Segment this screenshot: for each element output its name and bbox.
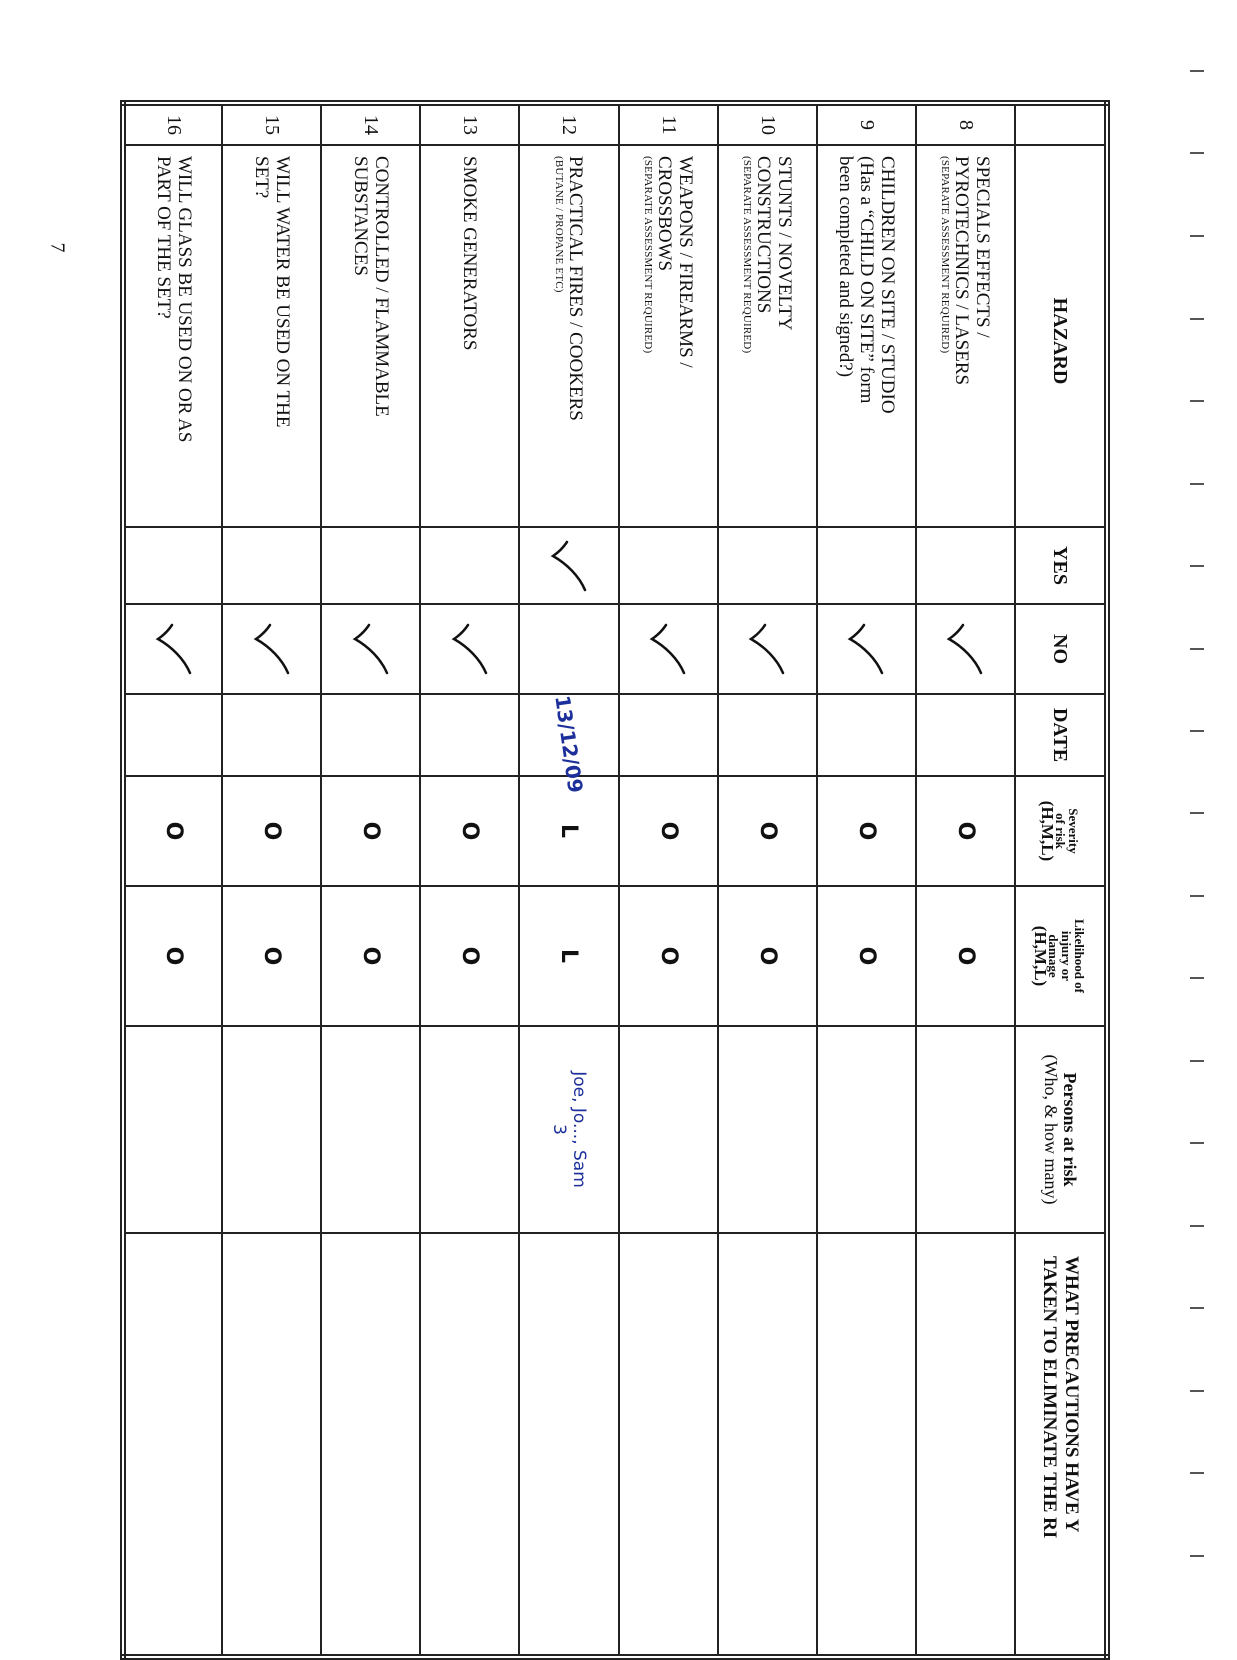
header-yes: YES: [1015, 527, 1107, 604]
persons-cell: [619, 1026, 718, 1233]
page-number: 7: [46, 242, 69, 253]
margin-mark: [1190, 565, 1204, 567]
date-value: 13/12/09: [550, 693, 588, 795]
hazard-line: CONTROLLED / FLAMMABLE: [370, 156, 392, 417]
yes-cell: [321, 527, 420, 604]
persons-cell: [718, 1026, 817, 1233]
date-cell: [817, 694, 916, 776]
yes-cell: [222, 527, 321, 604]
margin-mark: [1190, 648, 1204, 650]
likelihood-cell: [817, 886, 916, 1026]
severity-value: O: [457, 821, 483, 841]
margin-mark: [1190, 400, 1204, 402]
hazard-line: (Has a “CHILD ON SITE” form: [855, 156, 877, 404]
hazard-table: [120, 100, 1110, 1660]
no-cell: [817, 604, 916, 694]
header-num: [1015, 103, 1107, 145]
header-precautions: [1015, 1233, 1107, 1657]
margin-mark: [1190, 483, 1204, 485]
row-number: 13: [420, 103, 519, 145]
likelihood-value: L: [556, 948, 582, 964]
check-mark-icon: [648, 605, 688, 693]
header-likelihood: [1015, 886, 1107, 1026]
header-row: [1015, 103, 1107, 1657]
margin-mark: [1190, 1390, 1204, 1392]
table-row: [321, 103, 420, 1657]
date-cell: [420, 694, 519, 776]
severity-cell: [619, 776, 718, 886]
likelihood-value: O: [259, 946, 285, 966]
precautions-cell: [420, 1233, 519, 1657]
precautions-cell: [123, 1233, 222, 1657]
header-persons-l1: Persons at risk: [1059, 1072, 1080, 1187]
date-cell: [718, 694, 817, 776]
hazard-line: WEAPONS / FIREARMS /: [674, 156, 696, 368]
severity-value: O: [259, 821, 285, 841]
severity-cell: [916, 776, 1015, 886]
severity-value: O: [161, 821, 187, 841]
likelihood-cell: [619, 886, 718, 1026]
yes-cell: [817, 527, 916, 604]
margin-mark: [1190, 1060, 1204, 1062]
hazard-cell: [916, 145, 1015, 527]
hazard-note: (BUTANE / PROPANE ETC): [553, 156, 565, 293]
margin-mark: [1190, 895, 1204, 897]
precautions-cell: [718, 1233, 817, 1657]
date-cell: [222, 694, 321, 776]
margin-mark: [1190, 235, 1204, 237]
persons-cell: [519, 1026, 618, 1233]
hazard-note: (SEPARATE ASSESSMENT REQUIRED): [938, 156, 951, 354]
rotated-form: [120, 100, 1110, 1600]
hazard-cell: [519, 145, 618, 527]
severity-cell: [420, 776, 519, 886]
header-persons: [1015, 1026, 1107, 1233]
check-mark-icon: [252, 605, 292, 693]
severity-cell: [123, 776, 222, 886]
no-cell: [718, 604, 817, 694]
margin-mark: [1190, 1142, 1204, 1144]
hazard-cell: [123, 145, 222, 527]
persons-count: 3: [549, 1124, 569, 1135]
persons-names: Joe, Jo..., Sam: [569, 1071, 589, 1188]
hazard-line: PYROTECHNICS / LASERS: [950, 156, 972, 386]
likelihood-cell: [420, 886, 519, 1026]
table-row: [519, 103, 618, 1657]
margin-mark: [1190, 70, 1204, 72]
header-likelihood-l3: damage: [1046, 934, 1062, 978]
row-number: 11: [619, 103, 718, 145]
precautions-cell: [817, 1233, 916, 1657]
severity-cell: [817, 776, 916, 886]
hazard-cell: [619, 145, 718, 527]
row-number: 15: [222, 103, 321, 145]
date-cell: [123, 694, 222, 776]
severity-value: O: [853, 821, 879, 841]
persons-cell: [916, 1026, 1015, 1233]
hazard-line: WILL GLASS BE USED ON OR AS: [173, 156, 195, 443]
yes-cell: [619, 527, 718, 604]
margin-mark: [1190, 812, 1204, 814]
table-row: [123, 103, 222, 1657]
header-severity-l1: Severity: [1065, 808, 1081, 854]
hazard-note: (SEPARATE ASSESSMENT REQUIRED): [641, 156, 654, 354]
precautions-cell: [222, 1233, 321, 1657]
hazard-line: been completed and signed?): [834, 156, 856, 378]
header-severity: [1015, 776, 1107, 886]
row-number: 10: [718, 103, 817, 145]
likelihood-cell: [321, 886, 420, 1026]
persons-cell: [420, 1026, 519, 1233]
margin-mark: [1190, 1555, 1204, 1557]
no-cell: [916, 604, 1015, 694]
precautions-cell: [916, 1233, 1015, 1657]
margin-mark: [1190, 977, 1204, 979]
likelihood-value: O: [655, 946, 681, 966]
margin-mark: [1190, 318, 1204, 320]
date-cell: [321, 694, 420, 776]
persons-cell: [321, 1026, 420, 1233]
table-row: [718, 103, 817, 1657]
table-row: [420, 103, 519, 1657]
likelihood-value: O: [358, 946, 384, 966]
table-row: [222, 103, 321, 1657]
precautions-cell: [619, 1233, 718, 1657]
no-cell: [519, 604, 618, 694]
hazard-cell: [718, 145, 817, 527]
margin-mark: [1190, 730, 1204, 732]
hazard-line: STUNTS / NOVELTY: [773, 156, 795, 331]
table-row: [817, 103, 916, 1657]
likelihood-cell: [123, 886, 222, 1026]
hazard-cell: [817, 145, 916, 527]
row-number: 12: [519, 103, 618, 145]
hazard-line: SET?: [250, 156, 272, 199]
header-no: NO: [1015, 604, 1107, 694]
yes-cell: [718, 527, 817, 604]
persons-cell: [817, 1026, 916, 1233]
header-likelihood-l4: (H,M,L): [1031, 925, 1051, 987]
severity-value: O: [358, 821, 384, 841]
severity-cell: [321, 776, 420, 886]
check-mark-icon: [549, 528, 589, 603]
margin-mark: [1190, 152, 1204, 154]
hazard-line: CHILDREN ON SITE / STUDIO: [876, 156, 898, 414]
severity-cell: [222, 776, 321, 886]
no-cell: [222, 604, 321, 694]
header-likelihood-l1: Likelihood of: [1072, 918, 1088, 994]
likelihood-value: O: [853, 946, 879, 966]
hazard-line: CROSSBOWS: [653, 156, 675, 272]
table-row: [619, 103, 718, 1657]
row-number: 9: [817, 103, 916, 145]
check-mark-icon: [351, 605, 391, 693]
hazard-line: SPECIALS EFFECTS /: [971, 156, 993, 338]
hazard-cell: [420, 145, 519, 527]
check-mark-icon: [450, 605, 490, 693]
hazard-line: PRACTICAL FIRES / COOKERS: [565, 156, 586, 421]
date-cell: [916, 694, 1015, 776]
severity-value: L: [556, 823, 582, 839]
precautions-cell: [321, 1233, 420, 1657]
check-mark-icon: [846, 605, 886, 693]
hazard-line: WILL WATER BE USED ON THE: [271, 156, 293, 428]
hazard-cell: [321, 145, 420, 527]
header-precautions-l1: WHAT PRECAUTIONS HAVE Y: [1060, 1256, 1082, 1533]
row-number: 14: [321, 103, 420, 145]
row-number: 16: [123, 103, 222, 145]
no-cell: [321, 604, 420, 694]
table-row: [916, 103, 1015, 1657]
likelihood-cell: [222, 886, 321, 1026]
likelihood-cell: [519, 886, 618, 1026]
likelihood-value: O: [161, 946, 187, 966]
header-hazard: HAZARD: [1015, 145, 1107, 527]
margin-mark: [1190, 1225, 1204, 1227]
yes-cell: [123, 527, 222, 604]
no-cell: [123, 604, 222, 694]
check-mark-icon: [747, 605, 787, 693]
date-cell: [619, 694, 718, 776]
hazard-note: (SEPARATE ASSESSMENT REQUIRED): [740, 156, 753, 354]
rows-body: [123, 103, 1015, 1657]
check-mark-icon: [945, 605, 985, 693]
likelihood-value: O: [952, 946, 978, 966]
persons-cell: [222, 1026, 321, 1233]
yes-cell: [420, 527, 519, 604]
hazard-line: CONSTRUCTIONS: [752, 156, 774, 314]
date-cell: [519, 693, 618, 795]
hazard-line: SMOKE GENERATORS: [459, 156, 481, 351]
header-severity-l3: (H,M,L): [1037, 800, 1057, 862]
row-number: 8: [916, 103, 1015, 145]
header-likelihood-l2: injury or: [1059, 930, 1075, 982]
margin-mark: [1190, 1472, 1204, 1474]
severity-value: O: [952, 821, 978, 841]
persons-cell: [123, 1026, 222, 1233]
header-severity-l2: of risk: [1052, 813, 1068, 849]
no-cell: [420, 604, 519, 694]
precautions-cell: [519, 1233, 618, 1657]
likelihood-value: O: [754, 946, 780, 966]
header-precautions-l2: TAKEN TO ELIMINATE THE RI: [1038, 1256, 1060, 1539]
hazard-line: SUBSTANCES: [349, 156, 371, 276]
hazard-cell: [222, 145, 321, 527]
likelihood-cell: [916, 886, 1015, 1026]
likelihood-cell: [718, 886, 817, 1026]
no-cell: [619, 604, 718, 694]
check-mark-icon: [154, 605, 194, 693]
severity-cell: [718, 776, 817, 886]
header-date: DATE: [1015, 694, 1107, 776]
hazard-line: PART OF THE SET?: [152, 156, 174, 319]
margin-mark: [1190, 1307, 1204, 1309]
severity-value: O: [655, 821, 681, 841]
yes-cell: [916, 527, 1015, 604]
likelihood-value: O: [457, 946, 483, 966]
severity-value: O: [754, 821, 780, 841]
header-persons-l2: (Who, & how many): [1040, 1054, 1061, 1205]
yes-cell: [519, 527, 618, 604]
